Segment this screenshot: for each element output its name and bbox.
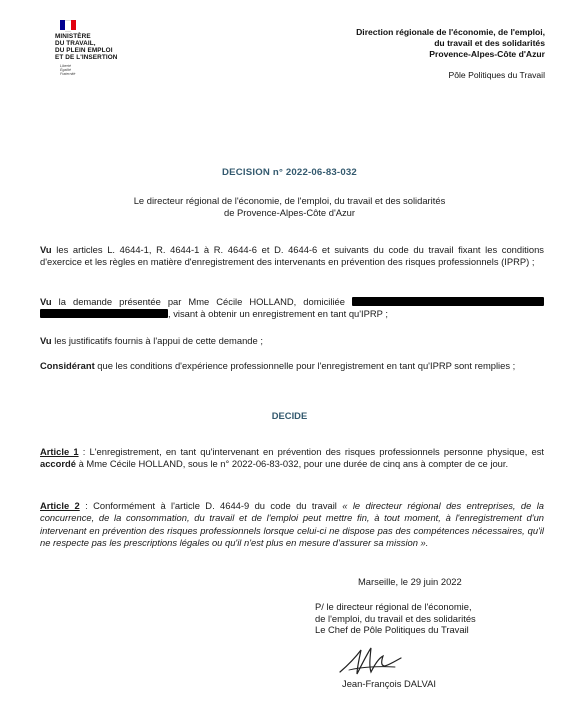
ministry-line: MINISTÈRE: [55, 33, 91, 40]
article-quote: « le directeur régional des entreprises, de la concurrence, de la consommation, du travail et de l'emploi peut mettre fin, à tout moment, à l'enregistrement d'un intervenant en prévention des risques professionnels lorsque celui-ci ne dispose pas des compétences nécessaires, qu'il ne respecte pas les prescriptions légales ou qu'il n'est plus en mesure d'assurer sa mission ».: [40, 500, 544, 549]
ministry-line: ET DE L'INSERTION: [55, 54, 118, 61]
ministry-line: DU TRAVAIL,: [55, 40, 96, 47]
article-label: Article 2: [40, 500, 80, 511]
decide-heading: DECIDE: [271, 410, 308, 421]
article-2: [40, 500, 544, 550]
motto-line: Égalité: [60, 68, 71, 73]
direction-line: du travail et des solidarités: [434, 38, 545, 48]
decision-title: DECISION n° 2022-06-83-032: [222, 167, 357, 178]
signatory-line: Le Chef de Pôle Politiques du Travail: [315, 624, 469, 636]
article-text: à Mme Cécile HOLLAND, sous le n° 2022-06-83-032, pour une durée de cinq ans à compter de ce jour.: [75, 458, 509, 470]
article-label: Article 1: [40, 446, 79, 457]
paragraph-text: que les conditions d'expérience professionnelle pour l'enregistrement en tant qu'IPRP sont remplies ;: [94, 360, 516, 371]
direction-line: Direction régionale de l'économie, de l'emploi,: [356, 27, 545, 37]
intro-line: Le directeur régional de l'économie, de l'emploi, du travail et des solidarités: [133, 195, 446, 206]
ministry-name: [55, 33, 118, 61]
direction-name: [356, 27, 545, 60]
article-1: [40, 446, 544, 471]
paragraph-text: les articles L. 4644-1, R. 4644-1 à R. 4644-6 et D. 4644-6 et suivants du code du travail fixant les conditions d'exercice et les règles en matière d'enregistrement des intervenants en prévention des risques professionnels (IPRP) ;: [40, 244, 544, 268]
republic-motto: [60, 64, 75, 77]
signatory-name: Jean-François DALVAI: [342, 678, 436, 689]
redacted-address: [352, 297, 544, 306]
ministry-line: DU PLEIN EMPLOI: [55, 47, 113, 54]
paragraph-lead: Vu: [40, 335, 52, 346]
flag-red-band: [71, 20, 76, 30]
direction-line: Provence-Alpes-Côte d'Azur: [429, 49, 545, 59]
decision-intro: [0, 195, 579, 220]
signatory-title: [315, 601, 476, 636]
visa-articles-paragraph: [40, 244, 544, 269]
article-text: : Conformément à l'article D. 4644-9 du code du travail: [79, 500, 343, 511]
paragraph-lead: Vu: [40, 296, 52, 307]
article-text: : L'enregistrement, en tant qu'intervenant en prévention des risques professionnels personne physique, est: [78, 446, 544, 457]
signatory-line: de l'emploi, du travail et des solidarités: [315, 612, 476, 624]
paragraph-text: les justificatifs fournis à l'appui de cette demande ;: [51, 335, 263, 346]
signatory-line: P/ le directeur régional de l'économie,: [315, 601, 472, 612]
pole-name: Pôle Politiques du Travail: [448, 70, 545, 80]
place-date: Marseille, le 29 juin 2022: [358, 576, 462, 587]
paragraph-text: la demande présentée par Mme Cécile HOLLAND, domiciliée: [51, 296, 352, 307]
paragraph-lead: Considérant: [40, 360, 95, 371]
redacted-address: [40, 309, 168, 318]
paragraph-lead: Vu: [40, 244, 52, 255]
visa-request-paragraph: [40, 296, 544, 321]
motto-line: Fraternité: [60, 72, 76, 77]
article-emphasis: accordé: [40, 458, 76, 470]
republic-flag-logo: [60, 20, 76, 30]
paragraph-text: , visant à obtenir un enregistrement en tant qu'IPRP ;: [168, 308, 388, 320]
visa-documents-paragraph: [40, 335, 544, 347]
motto-line: Liberté: [60, 64, 71, 68]
intro-line: de Provence-Alpes-Côte d'Azur: [223, 207, 356, 219]
considering-paragraph: [40, 360, 544, 372]
